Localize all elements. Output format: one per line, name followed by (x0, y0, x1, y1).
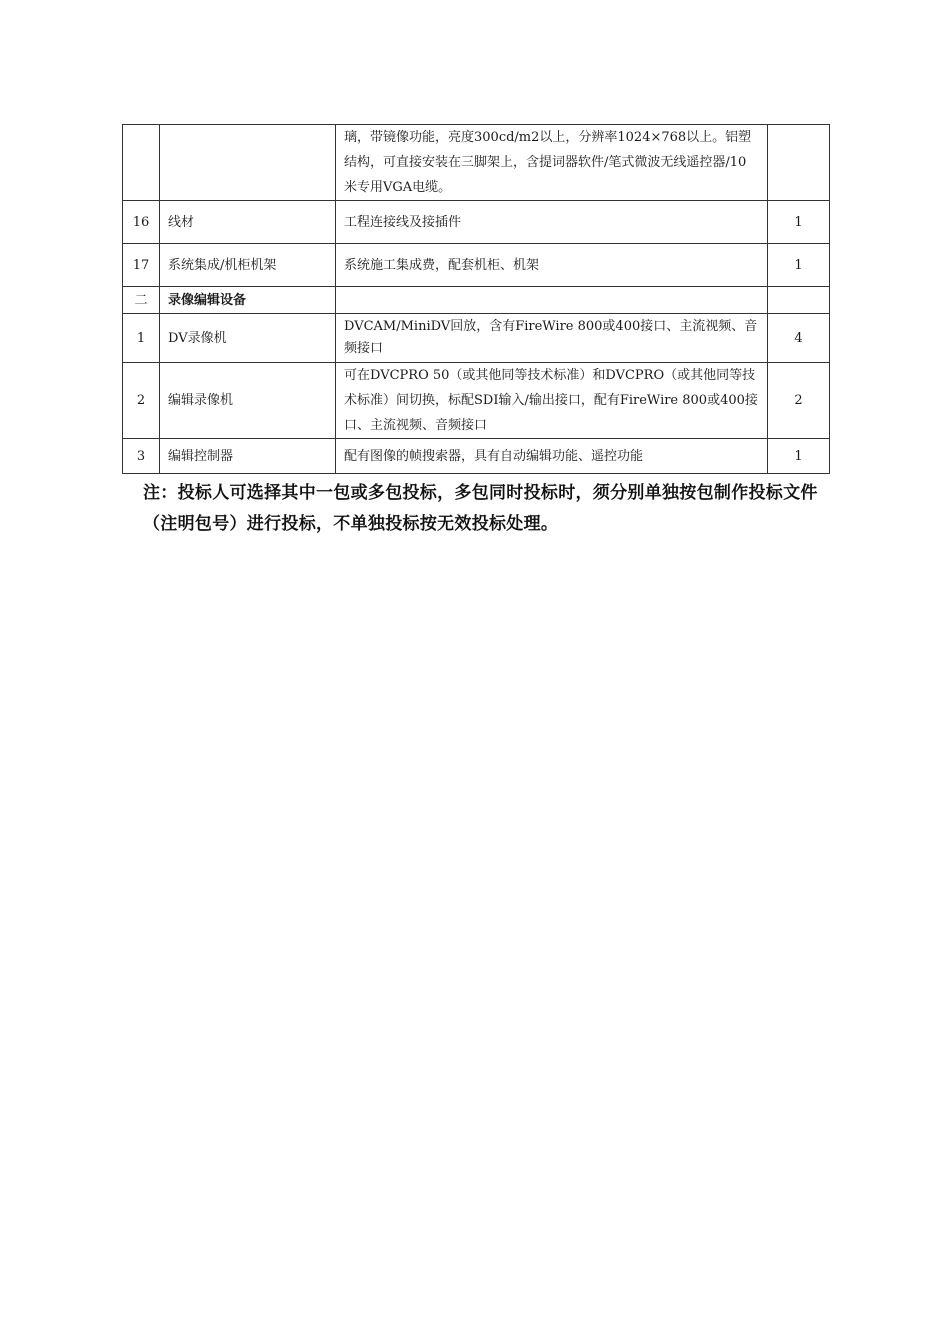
section-title: 录像编辑设备 (160, 287, 336, 314)
section-number: 二 (123, 287, 160, 314)
item-description: 璃，带镜像功能，亮度300cd/m2以上，分辨率1024×768以上。铝塑结构，可直接安装在三脚架上，含提词器软件/笔式微波无线遥控器/10米专用VGA电缆。 (336, 125, 768, 201)
item-name: 线材 (160, 201, 336, 244)
equipment-table (122, 124, 830, 474)
item-name: DV录像机 (160, 314, 336, 363)
item-quantity: 1 (768, 201, 830, 244)
item-description: 系统施工集成费，配套机柜、机架 (336, 244, 768, 287)
section-row (123, 287, 830, 314)
table-row (123, 363, 830, 439)
item-quantity (768, 125, 830, 201)
item-description: DVCAM/MiniDV回放，含有FireWire 800或400接口、主流视频、音频接口 (336, 314, 768, 363)
table-row (123, 125, 830, 201)
item-description: 工程连接线及接插件 (336, 201, 768, 244)
item-quantity: 2 (768, 363, 830, 439)
item-name (160, 125, 336, 201)
table-row (123, 201, 830, 244)
item-quantity (768, 287, 830, 314)
item-description (336, 287, 768, 314)
row-number: 1 (123, 314, 160, 363)
item-name: 编辑控制器 (160, 439, 336, 474)
item-name: 系统集成/机柜机架 (160, 244, 336, 287)
item-quantity: 1 (768, 244, 830, 287)
row-number: 16 (123, 201, 160, 244)
table-row (123, 314, 830, 363)
item-description: 可在DVCPRO 50（或其他同等技术标准）和DVCPRO（或其他同等技术标准）间切换，标配SDI输入/输出接口，配有FireWire 800或400接口、主流视频、音频接口 (336, 363, 768, 439)
bid-note: 注：投标人可选择其中一包或多包投标，多包同时投标时，须分别单独按包制作投标文件（注明包号）进行投标，不单独投标按无效投标处理。 (143, 483, 818, 534)
row-number (123, 125, 160, 201)
row-number: 3 (123, 439, 160, 474)
item-quantity: 1 (768, 439, 830, 474)
row-number: 17 (123, 244, 160, 287)
item-description: 配有图像的帧搜索器，具有自动编辑功能、遥控功能 (336, 439, 768, 474)
row-number: 2 (123, 363, 160, 439)
item-quantity: 4 (768, 314, 830, 363)
table-row (123, 439, 830, 474)
item-name: 编辑录像机 (160, 363, 336, 439)
table-row (123, 244, 830, 287)
